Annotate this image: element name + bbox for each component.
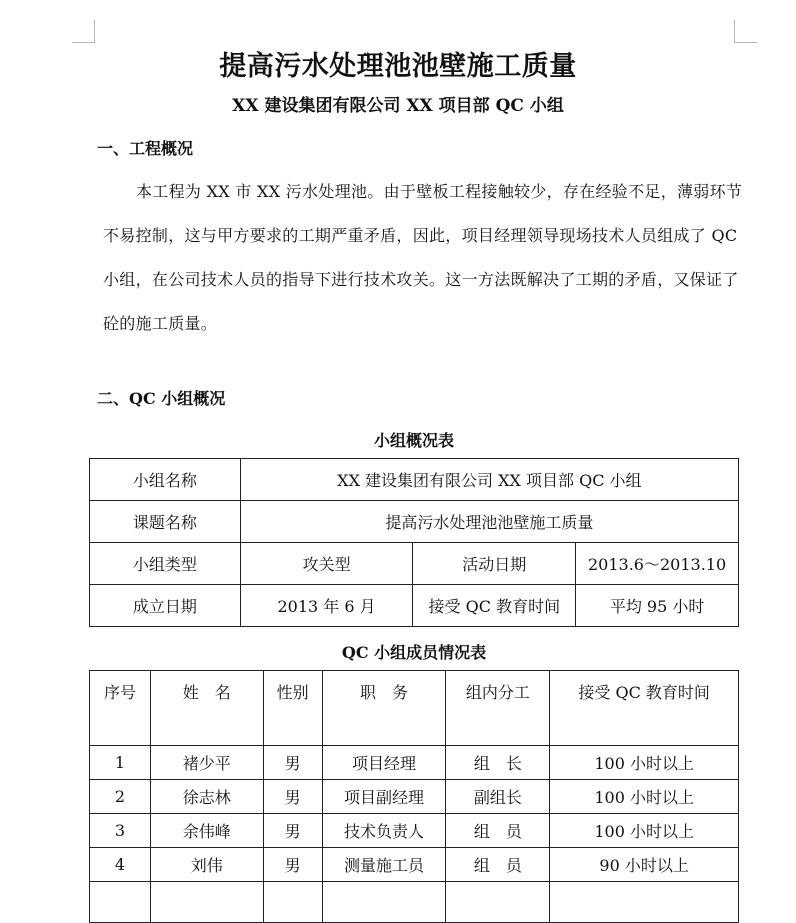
column-header-index: 序号 <box>90 671 151 746</box>
table-cell-label: 接受 QC 教育时间 <box>413 585 576 627</box>
member-gender: 男 <box>263 746 322 780</box>
member-index: 4 <box>90 848 151 882</box>
table-cell-value: 2013.6～2013.10 <box>576 543 739 585</box>
page-corner-mark-right <box>734 20 757 43</box>
group-overview-table <box>89 458 739 627</box>
table1-caption: 小组概况表 <box>373 431 454 450</box>
table-cell-label: 成立日期 <box>90 585 241 627</box>
table-cell-label: 小组名称 <box>90 459 241 501</box>
table-cell-value: 攻关型 <box>240 543 413 585</box>
document-subtitle: XX 建设集团有限公司 XX 项目部 QC 小组 <box>232 96 564 116</box>
member-role: 副组长 <box>446 780 550 814</box>
table-cell-value: 提高污水处理池池壁施工质量 <box>240 501 738 543</box>
document-title: 提高污水处理池池壁施工质量 <box>219 51 577 82</box>
table-row <box>90 585 739 627</box>
column-header-gender: 性别 <box>263 671 322 746</box>
member-training-hours: 90 小时以上 <box>550 848 739 882</box>
column-header-training-hours: 接受 QC 教育时间 <box>550 671 739 746</box>
column-header-name: 姓 名 <box>150 671 263 746</box>
table-cell-value: XX 建设集团有限公司 XX 项目部 QC 小组 <box>240 459 738 501</box>
member-role: 组 员 <box>446 848 550 882</box>
column-header-role: 组内分工 <box>446 671 550 746</box>
member-role: 组 长 <box>446 746 550 780</box>
member-role: 组 员 <box>446 814 550 848</box>
table-row <box>90 814 739 848</box>
member-name: 徐志林 <box>150 780 263 814</box>
member-gender: 男 <box>263 780 322 814</box>
table-cell-value: 平均 95 小时 <box>576 585 739 627</box>
member-name: 褚少平 <box>150 746 263 780</box>
member-index: 2 <box>90 780 151 814</box>
member-index: 1 <box>90 746 151 780</box>
member-position: 技术负责人 <box>322 814 446 848</box>
member-training-hours: 100 小时以上 <box>550 780 739 814</box>
page-corner-mark-left <box>72 20 95 43</box>
table-row <box>90 459 739 501</box>
table-cell-label: 小组类型 <box>90 543 241 585</box>
table-header-row <box>90 671 739 746</box>
table2-caption: QC 小组成员情况表 <box>341 643 487 662</box>
section-heading-qc-group: 二、QC 小组概况 <box>97 389 226 408</box>
section-heading-overview: 一、工程概况 <box>97 139 194 158</box>
table-row <box>90 746 739 780</box>
member-gender: 男 <box>263 848 322 882</box>
table-row <box>90 780 739 814</box>
member-position: 项目经理 <box>322 746 446 780</box>
table-row <box>90 543 739 585</box>
member-training-hours: 100 小时以上 <box>550 814 739 848</box>
member-name: 余伟峰 <box>150 814 263 848</box>
member-name: 刘伟 <box>150 848 263 882</box>
member-index: 3 <box>90 814 151 848</box>
member-position: 项目副经理 <box>322 780 446 814</box>
table-row-partial <box>90 882 739 923</box>
column-header-position: 职 务 <box>322 671 446 746</box>
table-row <box>90 501 739 543</box>
overview-paragraph: 本工程为 XX 市 XX 污水处理池。由于壁板工程接触较少，存在经验不足，薄弱环节不易控制，这与甲方要求的工期严重矛盾，因此，项目经理领导现场技术人员组成了 QC 小组，在公司技术人员的指导下进行技术攻关。这一方法既解决了工期的矛盾，又保证了砼的施工质量。 <box>103 182 743 333</box>
table-cell-label: 课题名称 <box>90 501 241 543</box>
member-gender: 男 <box>263 814 322 848</box>
member-position: 测量施工员 <box>322 848 446 882</box>
table-cell-value: 2013 年 6 月 <box>240 585 413 627</box>
table-row <box>90 848 739 882</box>
table-cell-label: 活动日期 <box>413 543 576 585</box>
members-table <box>89 670 739 923</box>
member-training-hours: 100 小时以上 <box>550 746 739 780</box>
